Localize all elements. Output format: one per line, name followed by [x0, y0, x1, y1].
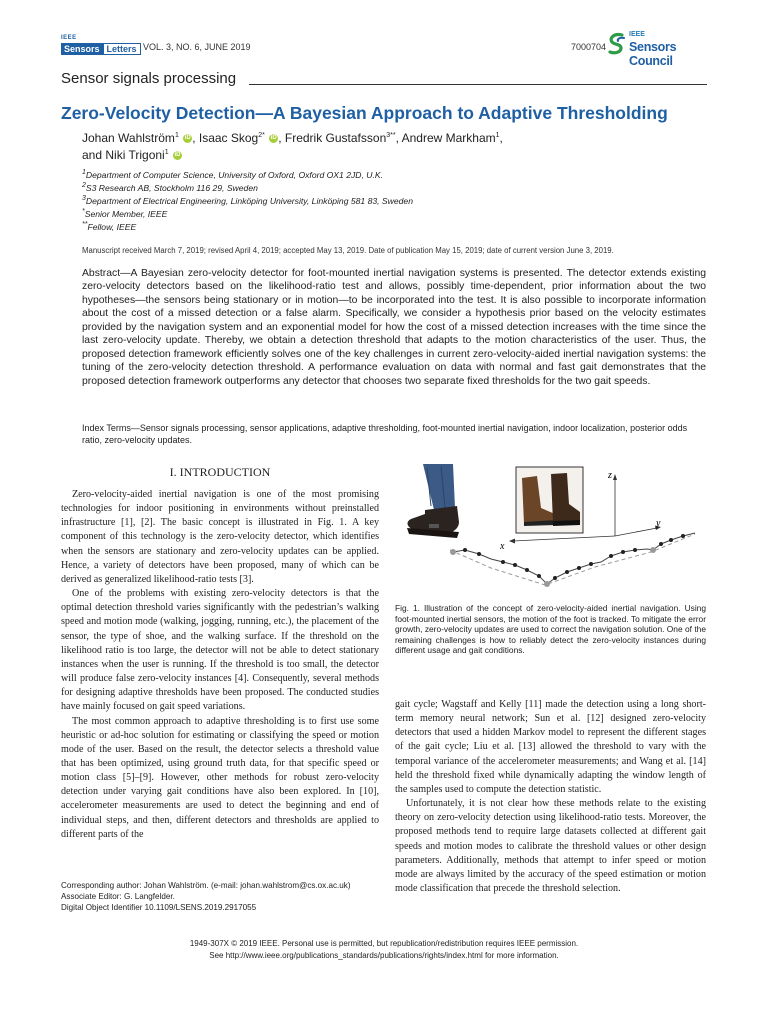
paper-title: Zero-Velocity Detection—A Bayesian Approach to Adaptive Thresholding: [61, 103, 668, 123]
index-terms: Index Terms—Sensor signals processing, sensor applications, adaptive thresholding, foot-mounted inertial navigation, indoor localization, posterior odds ratio, zero-velocity updates.: [82, 423, 688, 445]
boots-photo-inset: [516, 467, 583, 533]
right-column-body: [395, 698, 706, 896]
associate-editor-line: Associate Editor: G. Langfelder.: [61, 892, 175, 901]
affiliation-mark: 2: [82, 182, 86, 189]
author-list-line1: [82, 131, 503, 145]
affiliation-mark: 1: [82, 169, 86, 176]
figure-1: [395, 464, 706, 600]
true-trajectory: [450, 534, 695, 585]
doi-line: Digital Object Identifier 10.1109/LSENS.2019.2917055: [61, 903, 257, 912]
author-name: , Andrew Markham: [395, 131, 496, 145]
corresponding-author-note: [61, 880, 379, 913]
section-label: Sensor signals processing: [61, 70, 237, 87]
figure-1-caption: Fig. 1. Illustration of the concept of zero-velocity-aided inertial navigation. Using foot-mounted inertial sensors, the motion of the foot is tracked. To mitigate the error growth, zero-velocity updates are used to correct the navigation solution. One of the remaining challenges is how to reliably detect the zero-velocity instances during different usage and gait conditions.: [395, 603, 706, 656]
affiliation: [82, 169, 383, 180]
affiliation-text: S3 Research AB, Stockholm 116 29, Sweden: [85, 182, 258, 193]
rights-link[interactable]: See http://www.ieee.org/publications_standards/publications/rights/index.html for more information.: [209, 951, 559, 960]
abstract: Abstract—A Bayesian zero-velocity detector for foot-mounted inertial navigation systems is presented. The detector extends existing zero-velocity detectors based on the likelihood-ratio test and allows, possibly time-dependent, prior information about the two hypotheses—the sensors being stationary or in motion—to be incorporated into the test. It is also possible to incorporate information about the cost of a missed detection or a false alarm. Specifically, we consider a hypothesis prior based on the velocity estimates provided by the navigation system and an exponential model for how the cost of a missed detection increases with the time since the last zero-velocity update. Thereby, we obtain a detection threshold that adapts to the motion characteristics of the user. Thus, the proposed detection framework efficiently solves one of the key challenges in current zero-velocity-aided inertial navigation systems: the tuning of the zero-velocity detection threshold. A performance evaluation on data with normal and fast gait demonstrates that the proposed detection framework outperforms any detector that chooses two separate fixed thresholds for the two gait speeds.: [82, 268, 706, 387]
author-affil-mark: 2*: [258, 132, 265, 139]
author-name: , Fredrik Gustafsson: [278, 131, 387, 145]
orcid-icon[interactable]: iD: [270, 135, 277, 141]
axis-label-z: z: [608, 470, 612, 481]
body-paragraph: The most common approach to adaptive thresholding is to first use some heuristic or ad-hoc solution for estimating or classifying the speed or motion mode of the user. Based on the result, the detector selects a threshold value that has been optimized, using ground truth data, for that specific speed or motion class [5]–[9]. However, other methods for robust zero-velocity detection under varying gait conditions have also been explored. In [10], accelerometer measurements are used to detect the beginning and end of individual steps, and then, different detectors and thresholds are applied to different parts of the: [61, 715, 379, 840]
foot-mounted-sensor: [429, 524, 439, 528]
author-affil-mark: 1: [174, 132, 179, 139]
copyright-line: 1949-307X © 2019 IEEE. Personal use is permitted, but republication/redistribution requires IEEE permission.: [189, 939, 579, 948]
article-number: 7000704: [571, 42, 607, 52]
council-swirl-icon: [606, 32, 628, 56]
affiliation-mark: **: [82, 221, 88, 228]
council-name-text: Sensors Council: [629, 40, 677, 68]
logo-sensors-text: Sensors: [61, 43, 103, 55]
orcid-icon[interactable]: iD: [184, 135, 191, 141]
body-paragraph: Unfortunately, it is not clear how these methods relate to the existing theory on zero-velocity detection using likelihood-ratio tests. Moreover, the proposed methods tend to require large datasets collected at different gait speeds and motion modes to calibrate the threshold values or other design parameters. Additionally, methods that attempt to infer speed or motion mode are always limited by the accuracy of the speed estimation or motion mode classification that precede the threshold selection.: [395, 798, 706, 895]
council-ieee-text: IEEE: [629, 31, 645, 38]
walking-foot-illustration: [407, 464, 459, 538]
section-divider: [249, 84, 707, 85]
author-list-line2: [82, 148, 182, 162]
figure-illustration: [395, 464, 706, 600]
axis-label-y: y: [656, 518, 661, 529]
orcid-icon[interactable]: iD: [174, 152, 181, 158]
body-paragraph: One of the problems with existing zero-velocity detectors is that the optimal detection threshold varies significantly with the pedestrian’s walking speed and motion mode (walking, jogging, running, etc.), the placement of the sensor, the type of shoe, and the walking surface. If the threshold on the likelihood ratio is too large, the detector will not be able to detect stationary instances when the user is running. If the threshold is too small, the detector will produce false zero-velocity instances [4]. Consequently, several methods for designing adaptive thresholds have been proposed. The conducted studies have mainly focused on gait speed variations.: [61, 588, 379, 713]
volume-info: VOL. 3, NO. 6, JUNE 2019: [143, 42, 251, 52]
logo-ieee-text: IEEE: [61, 35, 77, 41]
author-name: Johan Wahlström: [82, 131, 175, 145]
left-column-body: [61, 488, 379, 842]
author-affil-mark: 1: [495, 132, 500, 139]
manuscript-dates: Manuscript received March 7, 2019; revised April 4, 2019; accepted May 13, 2019. Date of publication May 15, 2019; date of current version June 3, 2019.: [82, 246, 614, 255]
author-name: , Isaac Skog: [192, 131, 259, 145]
axis-label-x: x: [500, 541, 505, 552]
estimated-trajectory: [453, 533, 695, 584]
affiliation-text: Department of Electrical Engineering, Linköping University, Linköping 581 83, Sweden: [85, 195, 413, 206]
trajectory-samples: [463, 534, 685, 580]
affiliation-text: Fellow, IEEE: [87, 221, 137, 232]
journal-logo: [61, 35, 137, 55]
zero-velocity-updates: [450, 547, 656, 587]
affiliation: [82, 182, 258, 193]
author-affil-mark: 1: [164, 149, 169, 156]
logo-letters-text: Letters: [103, 43, 141, 55]
author-affil-mark: 3**: [386, 132, 396, 139]
affiliation-text: Senior Member, IEEE: [84, 208, 168, 219]
body-paragraph: gait cycle; Wagstaff and Kelly [11] made the detection using a long short-term memory neural network; Sun et al. [12] designed zero-velocity detectors that used a hidden Markov model to represent the different stages of the gait cycle; Liu et al. [13] allowed the threshold to vary with the temporal variance of the accelerometer measurements; and Wang et al. [14] held the threshold fixed while dynamically adapting the window length of the samples used to compute the detection statistic.: [395, 699, 706, 795]
sensors-council-logo: [606, 31, 706, 68]
affiliation: [82, 221, 136, 232]
copyright-footer: [61, 938, 707, 962]
corresponding-line: Corresponding author: Johan Wahlström. (e-mail: johan.wahlstrom@cs.ox.ac.uk): [61, 881, 351, 890]
section-heading-introduction: I. INTRODUCTION: [169, 465, 271, 479]
affiliation-mark: 3: [82, 195, 86, 202]
body-paragraph: Zero-velocity-aided inertial navigation is one of the most promising technologies for indoor positioning in environments without preinstalled infrastructure [1], [2]. The basic concept is illustrated in Fig. 1. A key component of this technology is the zero-velocity detector, which identifies when the sensors are stationary and zero-velocity updates can be applied. Hence, a variety of detectors have been proposed, many of which can be derived as generalized likelihood-ratio tests [3].: [61, 489, 379, 585]
affiliation-mark: *: [82, 208, 85, 215]
affiliation: [82, 195, 413, 206]
affiliation: [82, 208, 167, 219]
author-name: and Niki Trigoni: [82, 148, 165, 162]
affiliation-text: Department of Computer Science, University of Oxford, Oxford OX1 2JD, U.K.: [85, 169, 383, 180]
author-separator: ,: [499, 131, 503, 145]
